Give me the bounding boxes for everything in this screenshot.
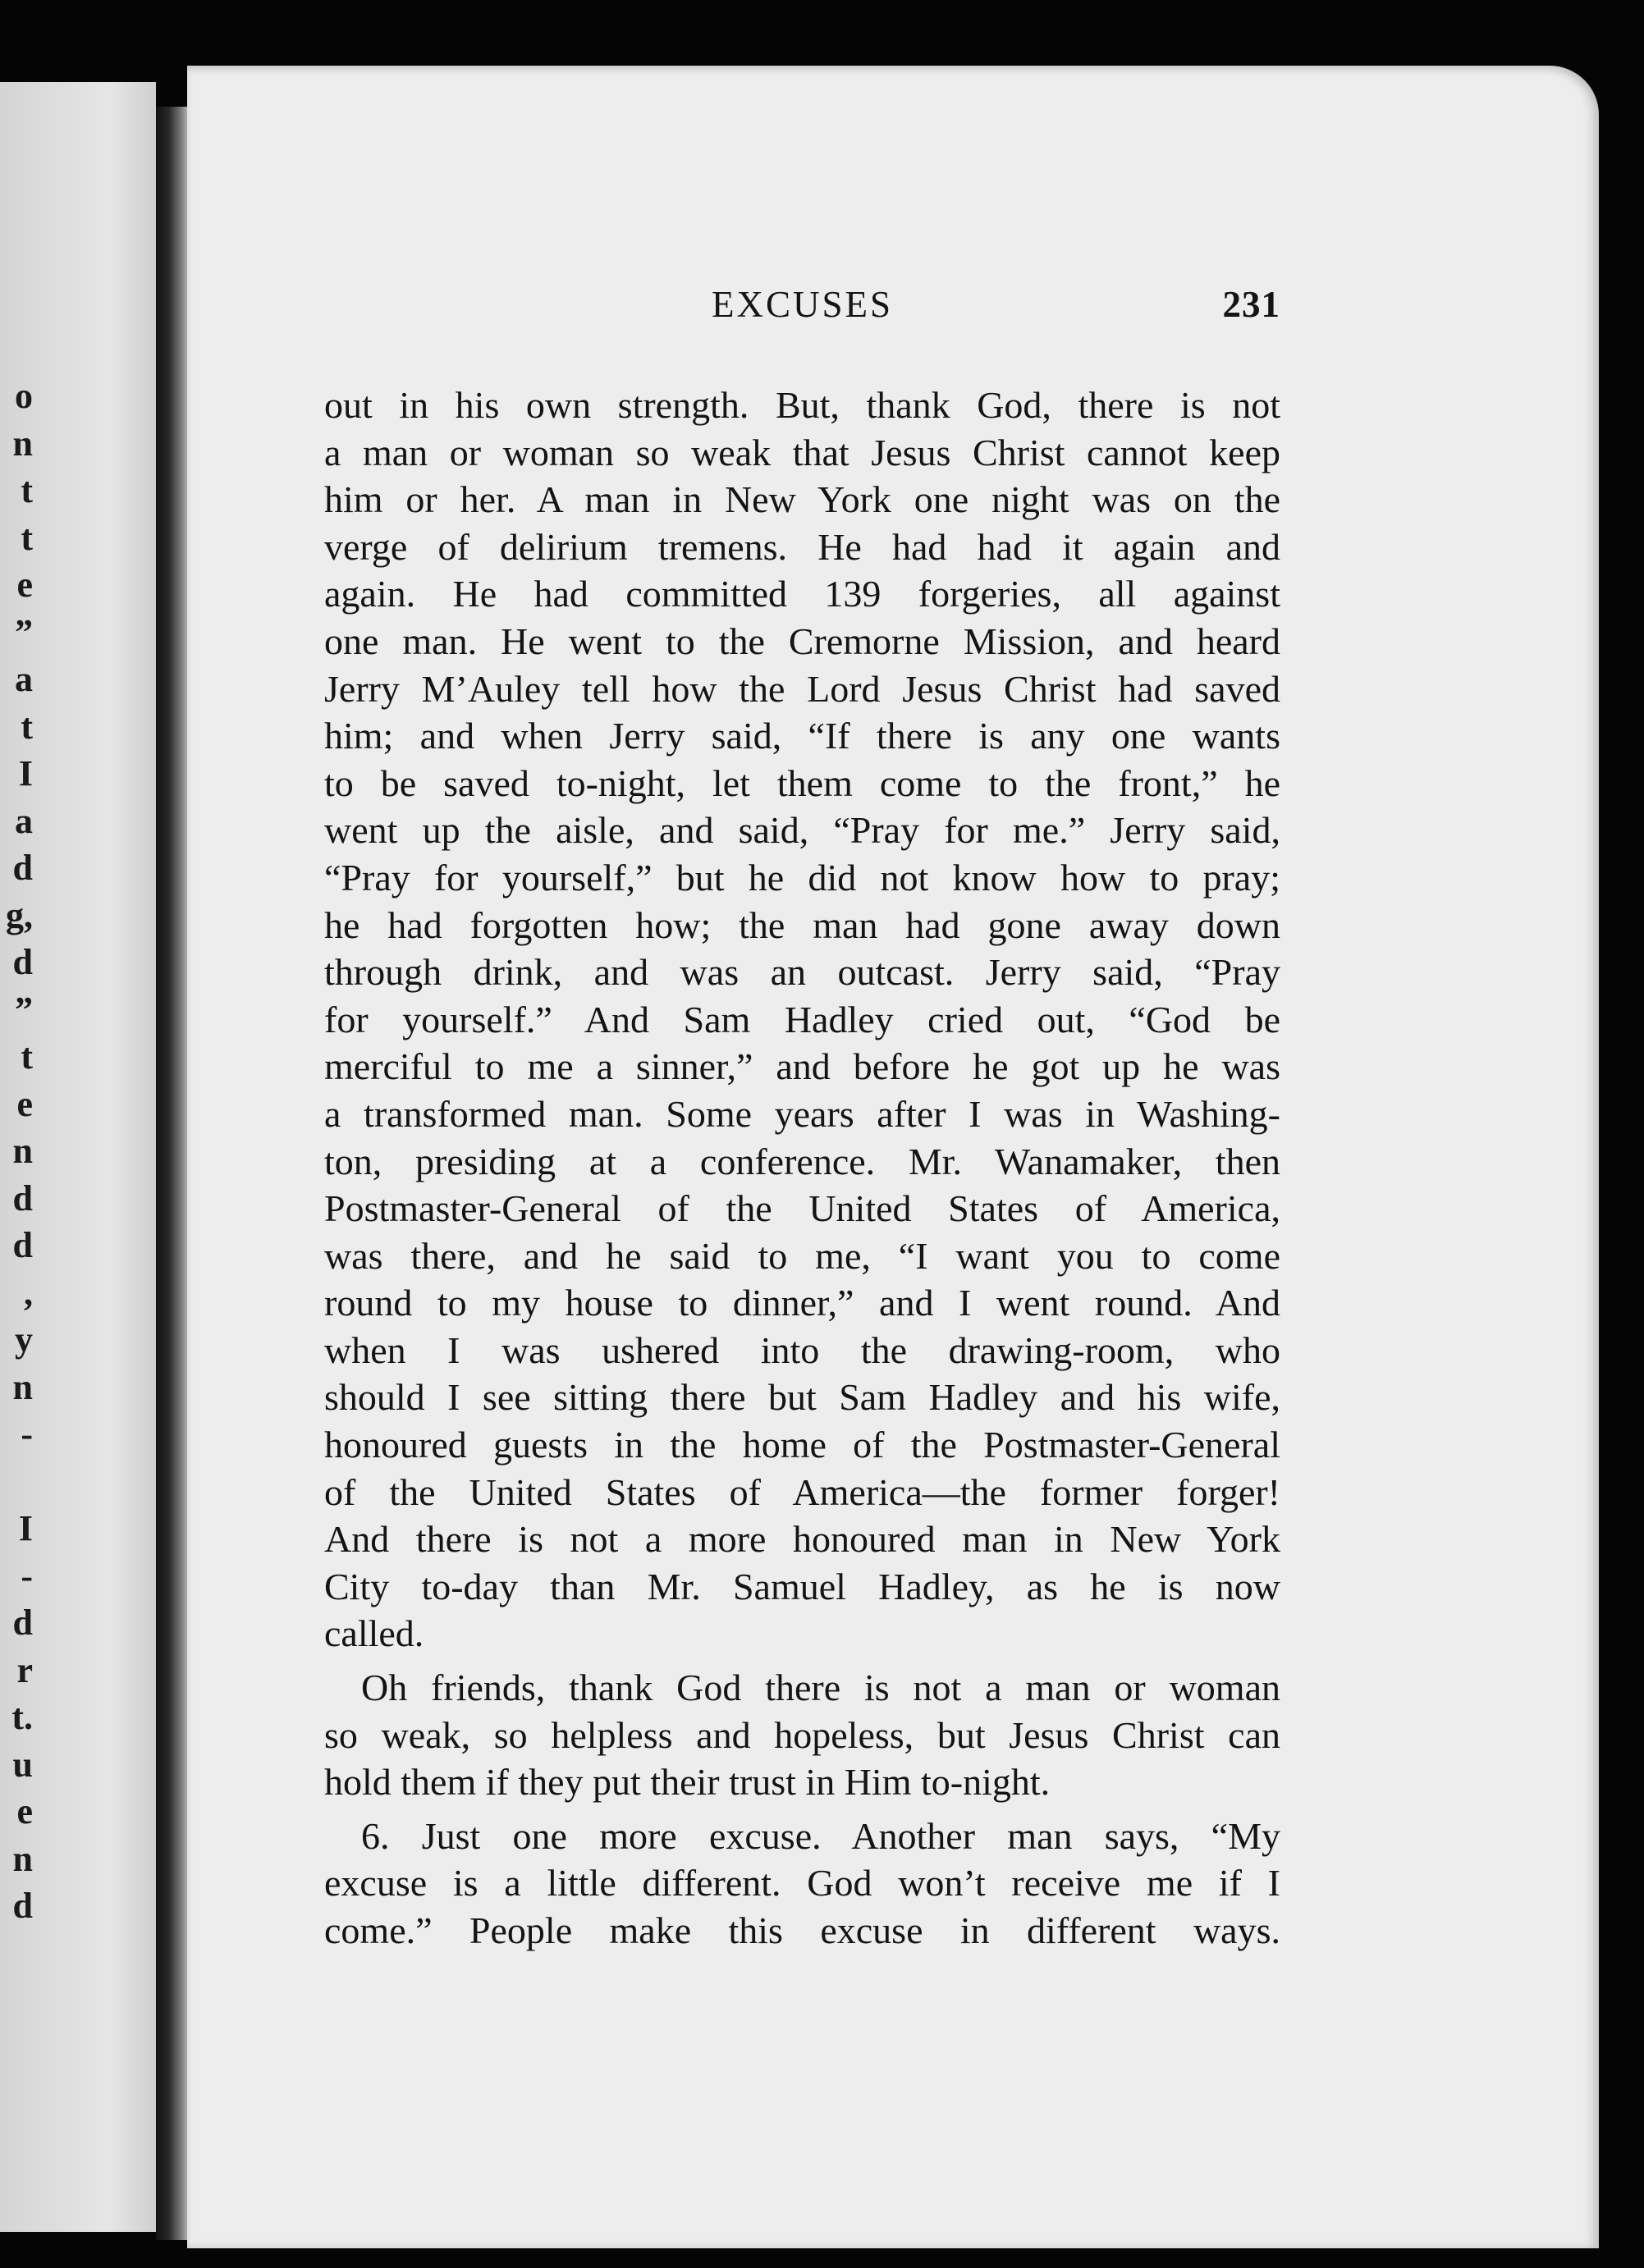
- left-edge-fragment: d: [12, 1886, 33, 1926]
- left-edge-fragment: n: [12, 1366, 33, 1407]
- left-edge-fragment: o: [15, 376, 33, 416]
- text-line: “Pray for yourself,” but he did not know how to pray;: [324, 856, 1280, 899]
- text-line: honoured guests in the home of the Postmaster-General: [324, 1424, 1280, 1466]
- left-edge-fragment: d: [12, 942, 33, 982]
- left-edge-fragment: d: [12, 1177, 33, 1219]
- text-line: him or her. A man in New York one night was on the: [324, 478, 1280, 521]
- left-edge-fragment: t: [21, 1036, 33, 1077]
- text-line: to be saved to-night, let them come to the front,” he: [324, 761, 1280, 804]
- left-edge-fragment: ,: [24, 1272, 33, 1313]
- left-edge-fragment: I: [18, 1508, 33, 1548]
- left-edge-fragment: n: [12, 1131, 33, 1171]
- left-edge-fragment: d: [12, 1225, 33, 1265]
- left-edge-fragment: r: [16, 1649, 33, 1690]
- page-number: 231: [1222, 284, 1280, 325]
- left-edge-fragment: n: [12, 423, 33, 464]
- text-line: come.” People make this excuse in different ways.: [324, 1909, 1280, 1951]
- text-line: went up the aisle, and said, “Pray for me.” Jerry said,: [324, 809, 1280, 852]
- left-edge-fragment: d: [12, 848, 33, 888]
- text-line: ton, presiding at a conference. Mr. Wanamaker, then: [324, 1140, 1280, 1182]
- text-line: a transformed man. Some years after I was in Washing-: [324, 1092, 1280, 1135]
- left-edge-fragment: t: [21, 517, 33, 558]
- left-edge-fragment: t: [21, 470, 33, 510]
- text-line: a man or woman so weak that Jesus Christ cannot keep: [324, 431, 1280, 473]
- text-line: merciful to me a sinner,” and before he got up he was: [324, 1045, 1280, 1088]
- paragraph-3: [324, 1813, 1280, 1955]
- text-line: one man. He went to the Cremorne Mission, and heard: [324, 620, 1280, 662]
- page-header: [324, 283, 1280, 341]
- left-edge-fragment: e: [16, 565, 33, 605]
- text-line: was there, and he said to me, “I want you to come: [324, 1234, 1280, 1277]
- paragraph-2: [324, 1664, 1280, 1806]
- paragraph-1: [324, 382, 1280, 1658]
- text-line: so weak, so helpless and hopeless, but Jesus Christ can: [324, 1713, 1280, 1756]
- left-edge-fragment: a: [15, 800, 33, 841]
- text-line: excuse is a little different. God won’t receive me if I: [324, 1862, 1280, 1904]
- left-edge-fragment: ”: [15, 989, 33, 1030]
- left-edge-fragment: y: [15, 1319, 33, 1360]
- left-edge-fragment: [0, 1458, 33, 1506]
- left-edge-fragment: n: [12, 1838, 33, 1879]
- left-edge-fragment: -: [21, 1414, 33, 1454]
- left-edge-fragment: u: [12, 1744, 33, 1785]
- text-line: Jerry M’Auley tell how the Lord Jesus Christ had saved: [324, 667, 1280, 710]
- left-edge-fragment: t: [21, 706, 33, 747]
- left-edge-fragment: t.: [11, 1697, 33, 1737]
- text-line: again. He had committed 139 forgeries, all against: [324, 573, 1280, 615]
- text-line: hold them if they put their trust in Him to-night.: [324, 1761, 1051, 1804]
- text-line: him; and when Jerry said, “If there is any one wants: [324, 715, 1280, 757]
- text-line: 6. Just one more excuse. Another man says, “My: [361, 1814, 1280, 1857]
- left-edge-fragment: I: [18, 753, 33, 793]
- text-line: called.: [324, 1612, 424, 1655]
- text-line: should I see sitting there but Sam Hadley and his wife,: [324, 1376, 1280, 1419]
- left-edge-fragment: e: [16, 1083, 33, 1124]
- text-line: through drink, and was an outcast. Jerry said, “Pray: [324, 951, 1280, 994]
- text-line: round to my house to dinner,” and I went round. And: [324, 1282, 1280, 1324]
- text-line: Oh friends, thank God there is not a man or woman: [361, 1667, 1280, 1709]
- running-head: EXCUSES: [711, 284, 894, 325]
- left-page-text-fragments: [0, 373, 33, 1930]
- left-edge-fragment: ”: [15, 611, 33, 652]
- book-gutter: [156, 107, 189, 2240]
- text-line: verge of delirium tremens. He had had it again and: [324, 525, 1280, 568]
- text-line: City to-day than Mr. Samuel Hadley, as he is now: [324, 1565, 1280, 1607]
- left-edge-fragment: e: [16, 1791, 33, 1831]
- text-line: out in his own strength. But, thank God, there is not: [324, 384, 1280, 426]
- text-line: of the United States of America—the former forger!: [324, 1470, 1280, 1513]
- text-line: And there is not a more honoured man in New York: [324, 1518, 1280, 1561]
- left-edge-fragment: d: [12, 1603, 33, 1643]
- text-line: for yourself.” And Sam Hadley cried out, “God be: [324, 998, 1280, 1040]
- left-edge-fragment: -: [21, 1555, 33, 1596]
- left-edge-fragment: g,: [6, 894, 33, 935]
- text-line: Postmaster-General of the United States of America,: [324, 1187, 1280, 1230]
- page-body: [324, 382, 1280, 1955]
- text-line: when I was ushered into the drawing-room, who: [324, 1328, 1280, 1371]
- text-line: he had forgotten how; the man had gone away down: [324, 903, 1280, 946]
- left-edge-fragment: a: [15, 659, 33, 699]
